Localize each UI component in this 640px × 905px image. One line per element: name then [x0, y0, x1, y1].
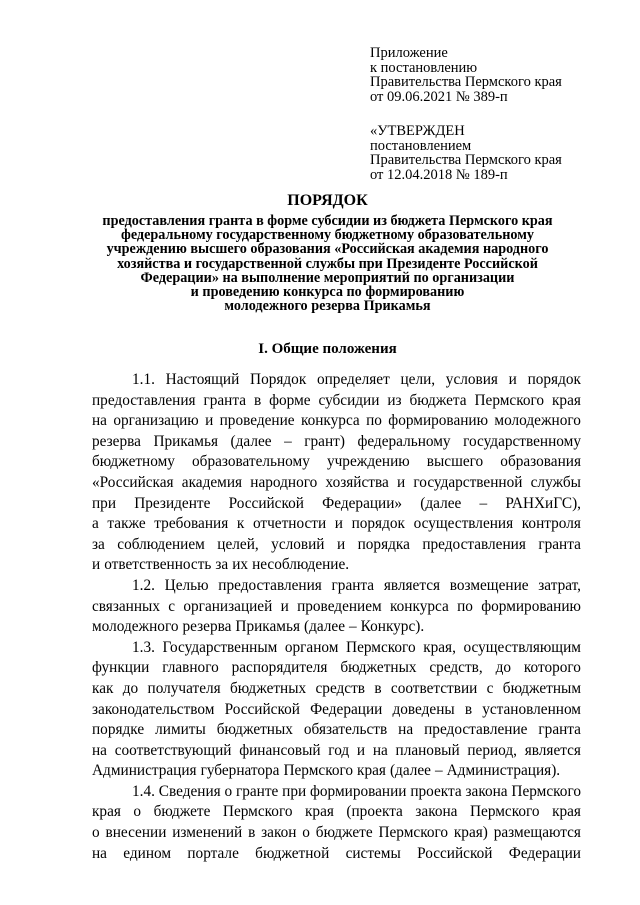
paragraph	[92, 782, 581, 864]
paragraph-line: при Президенте Российской Федерации» (далее – РАНХиГС),	[92, 494, 581, 512]
paragraph-line: на соответствующий финансовый год и на плановый период, является	[92, 741, 581, 759]
paragraph	[92, 576, 581, 638]
paragraph-line: на едином портале бюджетной системы Российской Федерации	[92, 844, 581, 862]
paragraph	[92, 370, 581, 576]
subtitle-line: молодежного резерва Прикамья	[224, 298, 431, 315]
approved-block	[370, 124, 562, 182]
paragraph-line: о внесении изменений в закон о бюджете Пермского края) размещаются	[92, 824, 581, 842]
paragraph-line: края о бюджете Пермского края (проекта закона Пермского края	[92, 803, 581, 821]
paragraph-line: резерва Прикамья (далее – грант) федеральному государственному	[92, 432, 581, 450]
appendix-line: к постановлению	[370, 59, 478, 76]
subtitle-line: хозяйства и государственной службы при Президенте Российской	[117, 255, 538, 272]
body-text	[92, 370, 581, 864]
paragraph	[92, 638, 581, 782]
paragraph-line: а также требования к отчетности и порядок осуществления контроля	[92, 515, 581, 533]
paragraph-line: законодательством Российской Федерации доведены в установленном	[92, 700, 581, 718]
paragraph-line: функции главного распорядителя бюджетных средств, до которого	[92, 659, 581, 677]
paragraph-line: предоставления гранта в форме субсидии из бюджета Пермского края	[92, 391, 581, 409]
paragraph-line: за соблюдением целей, условий и порядка предоставления гранта	[92, 535, 581, 553]
appendix-block	[370, 46, 562, 104]
paragraph-line: 1.1. Настоящий Порядок определяет цели, условия и порядок	[132, 371, 581, 388]
approved-line: постановлением	[370, 137, 472, 154]
paragraph-line: 1.2. Целью предоставления гранта является возмещение затрат,	[132, 576, 581, 594]
paragraph-line: Администрация губернатора Пермского края (далее – Администрация).	[92, 762, 561, 780]
subtitle-line: и проведению конкурса по формированию	[190, 284, 465, 301]
subtitle-line: Федерации» на выполнение мероприятий по организации	[140, 269, 515, 286]
approved-line: «УТВЕРЖДЕН	[370, 123, 465, 139]
paragraph-line: «Российская академия народного хозяйства и государственной службы	[92, 473, 581, 491]
section-heading: I. Общие положения	[258, 341, 397, 357]
subtitle-line: предоставления гранта в форме субсидии из бюджета Пермского края	[102, 213, 553, 229]
paragraph-line: 1.3. Государственным органом Пермского края, осуществляющим	[132, 638, 581, 656]
appendix-line: Приложение	[370, 45, 448, 61]
subtitle-line: федеральному государственному бюджетному образовательному	[121, 227, 534, 244]
appendix-line: Правительства Пермского края	[370, 74, 562, 90]
document-title: ПОРЯДОК	[287, 192, 368, 209]
paragraph-line: молодежного резерва Прикамья (далее – Конкурс).	[92, 618, 425, 636]
paragraph-line: и ответственность за их несоблюдение.	[92, 556, 350, 574]
paragraph-line: 1.4. Сведения о гранте при формировании проекта закона Пермского	[132, 782, 581, 800]
paragraph-line: порядке лимиты бюджетных обязательств на предоставление гранта	[92, 721, 581, 739]
paragraph-line: бюджетному образовательному учреждению высшего образования	[92, 453, 581, 471]
subtitle-line: учреждению высшего образования «Российская академия народного	[106, 241, 549, 258]
paragraph-line: связанных с организацией и проведением конкурса по формированию	[92, 597, 581, 615]
appendix-line: от 09.06.2021 № 389-п	[370, 88, 508, 105]
paragraph-line: на организацию и проведение конкурса по формированию молодежного	[92, 412, 581, 430]
approved-line: Правительства Пермского края	[370, 152, 562, 168]
document-subtitle	[40, 214, 615, 313]
paragraph-line: как до получателя бюджетных средств в соответствии с бюджетным	[92, 679, 581, 697]
approved-line: от 12.04.2018 № 189-п	[370, 166, 508, 183]
